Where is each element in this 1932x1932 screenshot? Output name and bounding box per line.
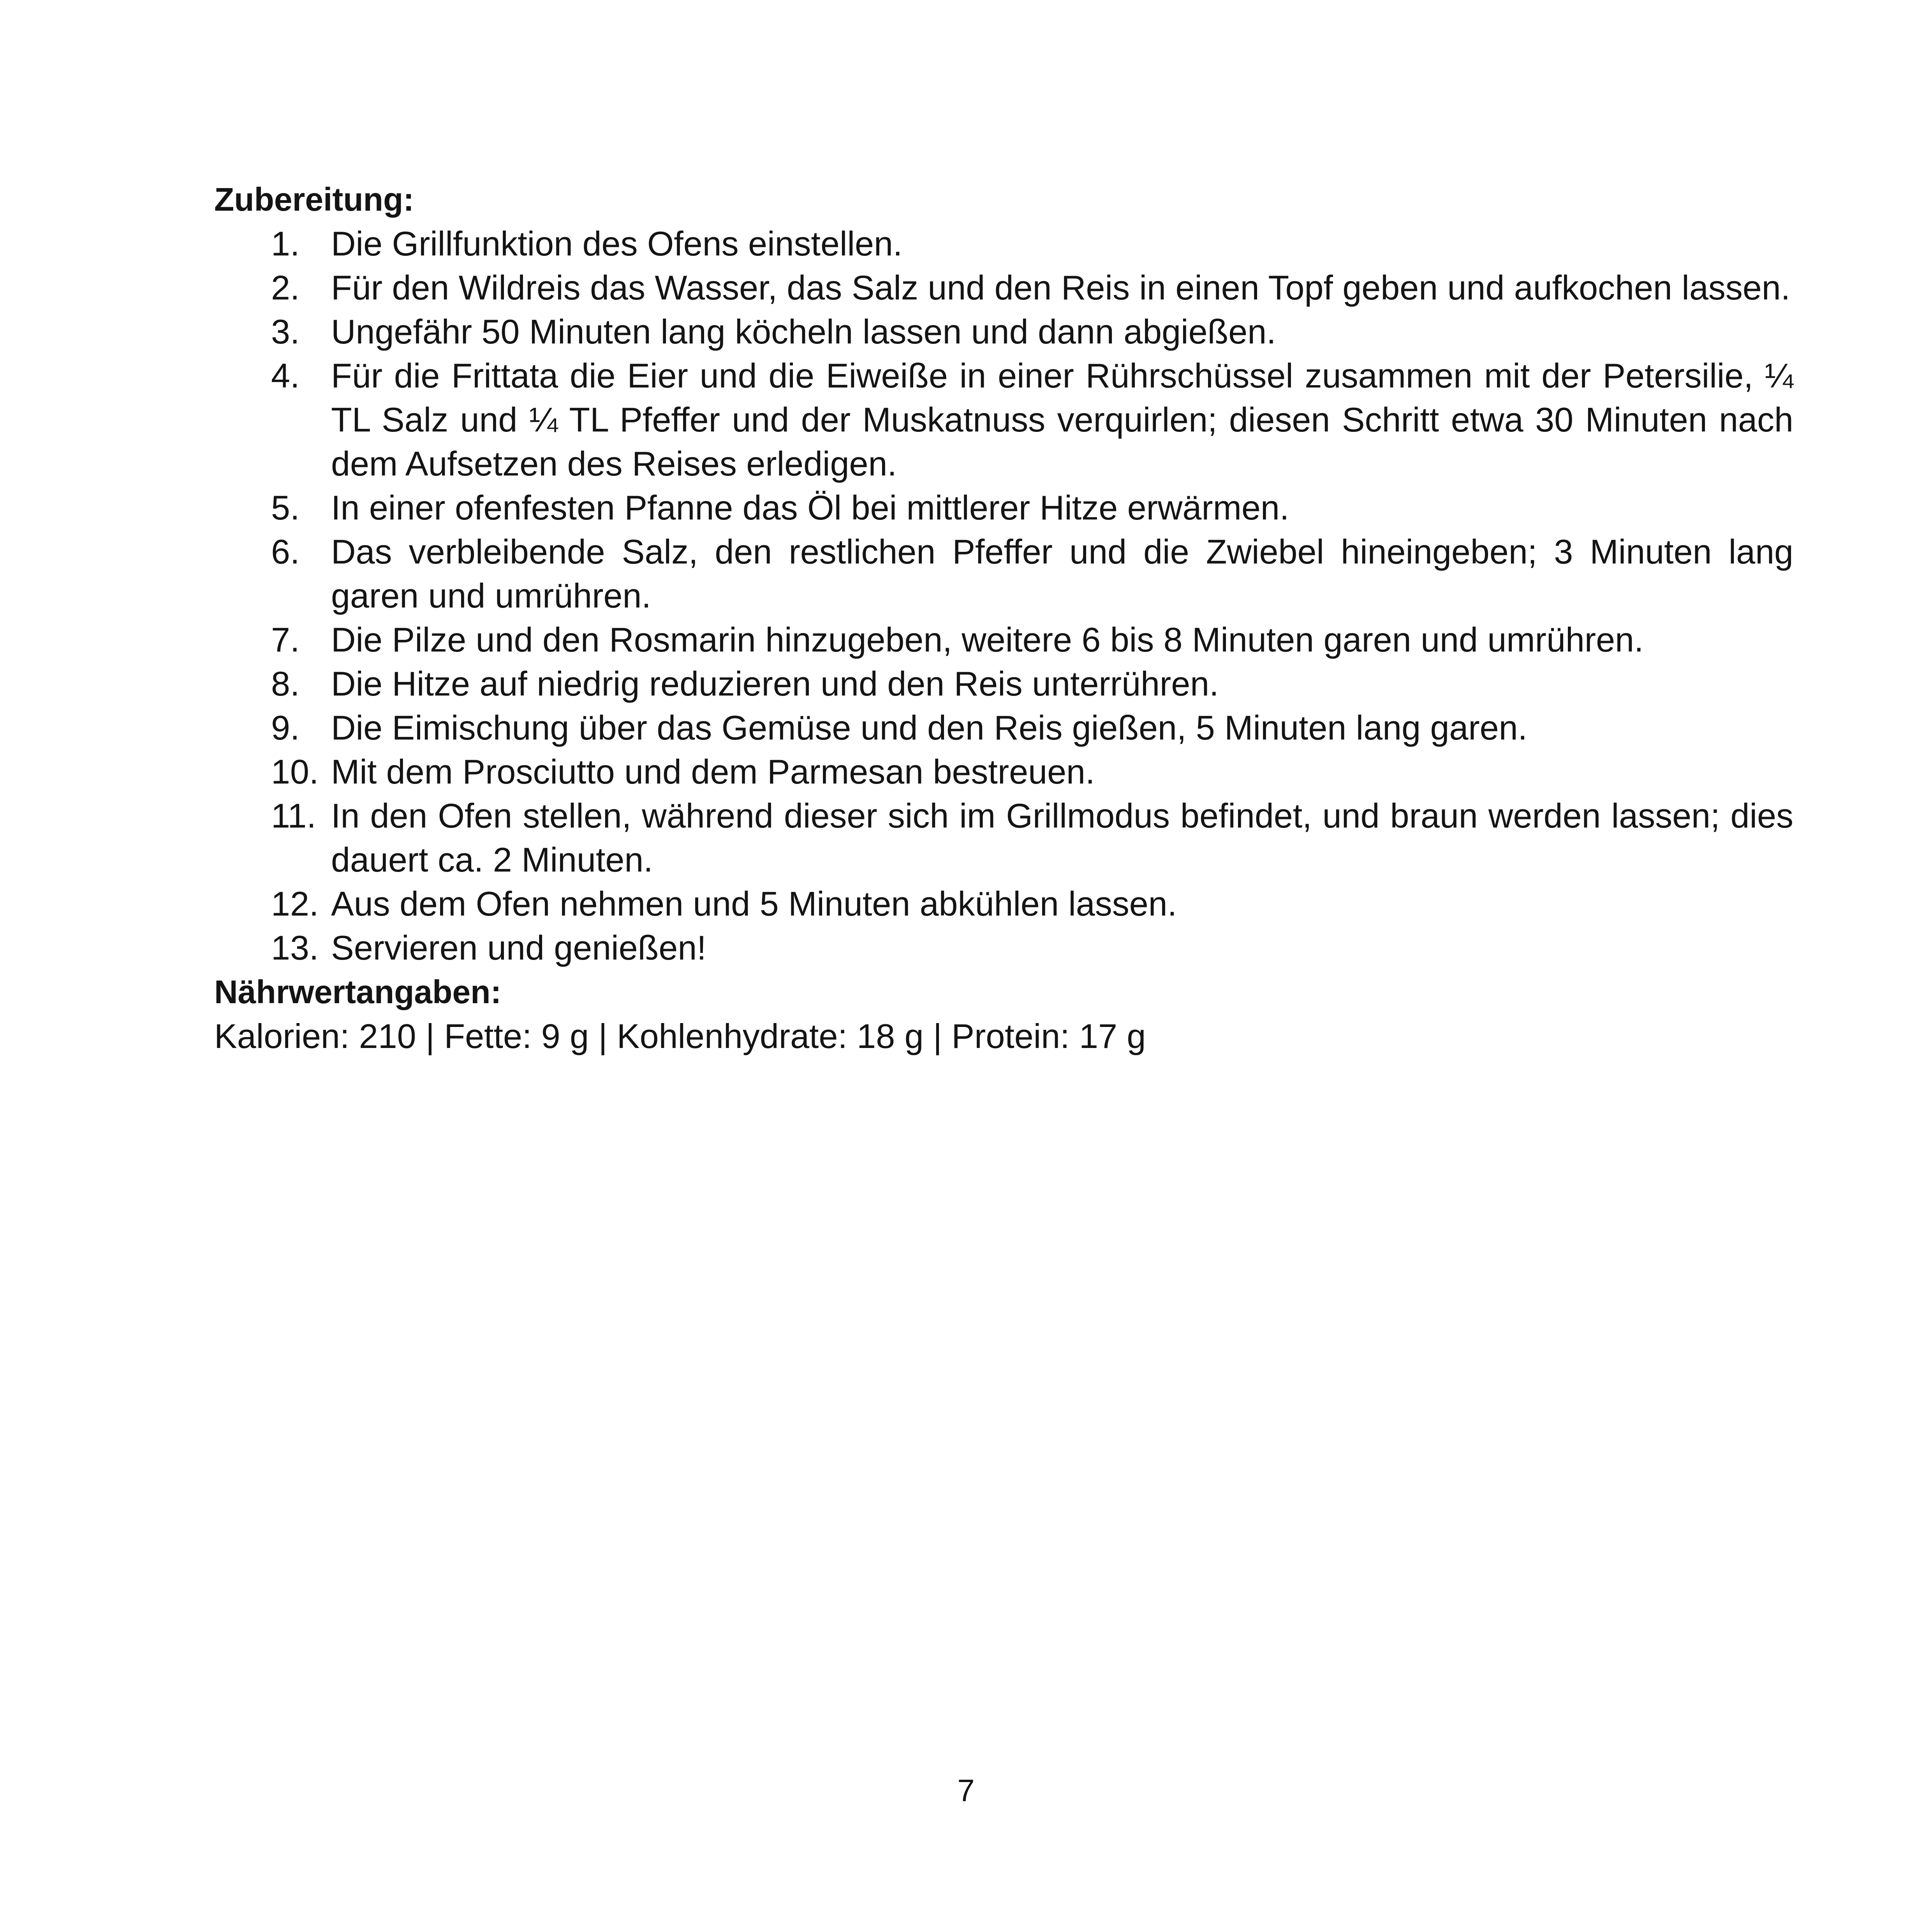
step-number: 7.	[271, 620, 300, 659]
step-text: Aus dem Ofen nehmen und 5 Minuten abkühlen lassen.	[331, 884, 1177, 923]
step-item	[214, 486, 1793, 530]
preparation-heading: Zubereitung:	[214, 181, 414, 218]
step-text: Für die Frittata die Eier und die Eiweiße in einer Rührschüssel zusammen mit der Petersilie, ¼ TL Salz und ¼ TL Pfeffer und der Muskatnuss verquirlen; diesen Schritt etwa 30 Minuten nach dem Aufsetzen des Reises erledigen.	[331, 356, 1793, 483]
step-text: Mit dem Prosciutto und dem Parmesan bestreuen.	[331, 752, 1095, 791]
step-number: 9.	[271, 708, 300, 747]
step-item	[214, 662, 1793, 706]
step-number: 2.	[271, 268, 300, 307]
nutrition-values: Kalorien: 210 | Fette: 9 g | Kohlenhydrate: 18 g | Protein: 17 g	[214, 1017, 1146, 1055]
step-text: Servieren und genießen!	[331, 928, 706, 967]
step-item	[214, 706, 1793, 750]
step-item	[214, 750, 1793, 794]
step-number: 13.	[271, 928, 319, 967]
step-number: 3.	[271, 312, 300, 351]
step-item	[214, 354, 1793, 486]
page-number: 7	[957, 1773, 975, 1808]
step-text: Die Hitze auf niedrig reduzieren und den Reis unterrühren.	[331, 664, 1219, 703]
step-number: 4.	[271, 356, 300, 395]
step-text: In einer ofenfesten Pfanne das Öl bei mittlerer Hitze erwärmen.	[331, 488, 1289, 527]
recipe-content	[214, 177, 1793, 1058]
step-number: 5.	[271, 488, 300, 527]
step-number: 12.	[271, 884, 319, 923]
step-item	[214, 618, 1793, 662]
step-text: Die Pilze und den Rosmarin hinzugeben, weitere 6 bis 8 Minuten garen und umrühren.	[331, 620, 1644, 659]
step-number: 1.	[271, 224, 300, 263]
step-item	[214, 794, 1793, 882]
step-number: 8.	[271, 664, 300, 703]
preparation-steps-list	[214, 222, 1793, 970]
step-number: 10.	[271, 752, 319, 791]
step-number: 11.	[271, 796, 316, 835]
step-item	[214, 926, 1793, 970]
step-item	[214, 222, 1793, 266]
step-item	[214, 530, 1793, 618]
step-item	[214, 266, 1793, 310]
step-number: 6.	[271, 532, 300, 571]
step-item	[214, 882, 1793, 926]
step-text: In den Ofen stellen, während dieser sich im Grillmodus befindet, und braun werden lassen; dies dauert ca. 2 Minuten.	[331, 796, 1793, 879]
nutrition-heading: Nährwertangaben:	[214, 974, 502, 1010]
step-text: Die Grillfunktion des Ofens einstellen.	[331, 224, 903, 263]
step-item	[214, 310, 1793, 354]
step-text: Ungefähr 50 Minuten lang köcheln lassen und dann abgießen.	[331, 312, 1276, 351]
step-text: Das verbleibende Salz, den restlichen Pfeffer und die Zwiebel hineingeben; 3 Minuten lang garen und umrühren.	[331, 532, 1793, 615]
step-text: Für den Wildreis das Wasser, das Salz und den Reis in einen Topf geben und aufkochen lassen.	[331, 268, 1791, 307]
step-text: Die Eimischung über das Gemüse und den Reis gießen, 5 Minuten lang garen.	[331, 708, 1528, 747]
